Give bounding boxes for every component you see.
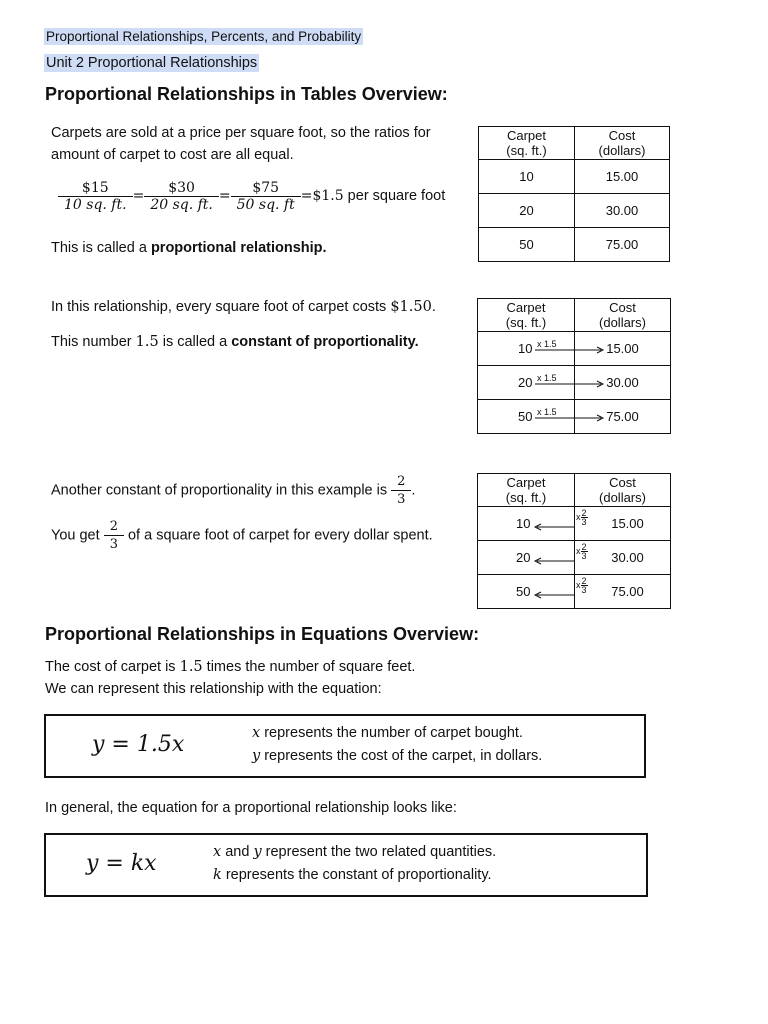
- carpet-cell: 20: [478, 366, 575, 400]
- cost-cell: 75.00: [575, 400, 671, 434]
- youget-num: 2: [104, 518, 124, 536]
- cost-cell: 30.00: [575, 541, 671, 575]
- youget-suffix: of a square foot of carpet for every dollar spent.: [123, 527, 433, 544]
- carpet-cell: 20: [479, 194, 575, 228]
- eq2-desc-line-1: x and y represent the two related quantities.: [213, 844, 497, 860]
- intro-paragraph: [51, 122, 431, 166]
- another-constant-line: [51, 473, 415, 508]
- number-bold: constant of proportionality.: [231, 334, 419, 350]
- equation-general: y = kx: [86, 851, 157, 876]
- cost-cell: 75.00: [575, 575, 671, 609]
- ratio-equation: [58, 180, 445, 213]
- breadcrumb-course-text: Proportional Relationships, Percents, and Probability: [46, 29, 362, 44]
- equation-box-general: [44, 833, 648, 897]
- ratio-fraction-1: [58, 180, 133, 213]
- ratio-fraction-3: [231, 180, 301, 213]
- backward-arrow-row-1: [535, 524, 574, 530]
- equation-box-specific: [44, 714, 646, 778]
- carpet-cell: 10: [479, 160, 575, 194]
- ratio-denominator-1: 10 sq. ft.: [64, 197, 127, 213]
- constant-line: [51, 331, 419, 353]
- every-suffix: .: [431, 299, 436, 315]
- inverse-multiplier-3: x $\frac{2}{3}$: [576, 576, 587, 595]
- youget-fraction: [104, 518, 124, 553]
- you-get-line: [51, 518, 433, 553]
- eq2-desc-line-2: k represents the constant of proportionality.: [213, 867, 492, 883]
- proportional-called-line: [51, 237, 327, 259]
- equals-sign-1: =: [132, 188, 145, 205]
- eq1-desc-line-2: y represents the cost of the carpet, in dollars.: [252, 748, 543, 764]
- cost-cell: 15.00: [575, 507, 671, 541]
- cost-cell: 75.00: [575, 228, 670, 262]
- ratio-result-value: =$1.5: [300, 188, 344, 205]
- intro-line-1: Carpets are sold at a price per square foot, so the ratios for: [51, 125, 431, 141]
- every-prefix: In this relationship, every square foot of carpet costs: [51, 299, 391, 315]
- backward-arrow-row-2: [535, 558, 574, 564]
- eq1-desc-line-1: x represents the number of carpet bought.: [252, 725, 523, 741]
- number-prefix: This number: [51, 334, 136, 350]
- equation-general-description: [213, 841, 496, 887]
- carpet-cost-table-1: [478, 126, 670, 262]
- equals-sign-2: =: [218, 188, 231, 205]
- header-carpet: Carpet (sq. ft.): [478, 299, 575, 332]
- another-prefix: Another constant of proportionality in this example is: [51, 482, 392, 499]
- cost-cell: 15.00: [575, 160, 670, 194]
- inverse-multiplier-1: x $\frac{2}{3}$: [576, 508, 587, 527]
- inverse-multiplier-2: x $\frac{2}{3}$: [576, 542, 587, 561]
- ratio-numerator-1: $15: [58, 180, 133, 197]
- ratio-denominator-3: 50 sq. ft: [236, 197, 295, 213]
- number-mid: is called a: [158, 334, 232, 350]
- another-suffix: .: [411, 482, 416, 499]
- header-cost: Cost (dollars): [575, 474, 671, 507]
- ratio-numerator-3: $75: [231, 180, 301, 197]
- cost-cell: 15.00: [575, 332, 671, 366]
- called-bold: proportional relationship.: [150, 240, 327, 256]
- cost-cell: 30.00: [575, 366, 671, 400]
- table-row: [479, 160, 670, 194]
- every-square-foot-line: [51, 296, 436, 318]
- equations-intro: [45, 656, 415, 700]
- section-title-tables: Proportional Relationships in Tables Overview:: [45, 84, 448, 104]
- carpet-cell: 50: [478, 400, 575, 434]
- two-thirds-den: 3: [397, 492, 406, 507]
- breadcrumb-unit-text: Unit 2 Proportional Relationships: [46, 55, 258, 71]
- multiplier-label-2: x 1.5: [537, 373, 557, 383]
- table-header-row: [479, 127, 670, 160]
- general-equation-line: In general, the equation for a proportional relationship looks like:: [45, 800, 457, 816]
- carpet-cell: 20: [478, 541, 575, 575]
- ratio-fraction-2: [144, 180, 219, 213]
- cost-cell: 30.00: [575, 194, 670, 228]
- equation-specific: y = 1.5x: [92, 732, 185, 757]
- equation-specific-description: [252, 722, 542, 768]
- header-cost: Cost (dollars): [575, 299, 671, 332]
- youget-prefix: You get: [51, 527, 104, 544]
- intro-line-2: amount of carpet to cost are all equal.: [51, 147, 294, 163]
- backward-arrows-overlay: [477, 473, 671, 613]
- multiplier-label-1: x 1.5: [537, 339, 557, 349]
- equations-intro-line-2: We can represent this relationship with the equation:: [45, 681, 382, 697]
- header-carpet: Carpet (sq. ft.): [478, 474, 575, 507]
- ratio-denominator-2: 20 sq. ft.: [150, 197, 213, 213]
- two-thirds-num: 2: [391, 473, 411, 491]
- forward-arrows-overlay: [477, 298, 671, 436]
- backward-arrow-row-3: [535, 592, 574, 598]
- equations-intro-line-1: The cost of carpet is 1.5 times the number of square feet.: [45, 659, 416, 675]
- multiplier-label-3: x 1.5: [537, 407, 557, 417]
- carpet-cell: 10: [478, 507, 575, 541]
- header-carpet: Carpet (sq. ft.): [479, 127, 575, 160]
- carpet-cell: 50: [478, 575, 575, 609]
- table-row: [479, 194, 670, 228]
- breadcrumb-course: [44, 29, 363, 44]
- header-cost: Cost (dollars): [575, 127, 670, 160]
- number-value: 1.5: [135, 334, 159, 350]
- every-value: $1.50: [390, 299, 432, 315]
- ratio-result-text: per square foot: [343, 188, 446, 205]
- table-row: [479, 228, 670, 262]
- called-prefix: This is called a: [51, 240, 151, 256]
- breadcrumb-unit: [44, 55, 259, 71]
- carpet-cell: 50: [479, 228, 575, 262]
- ratio-numerator-2: $30: [144, 180, 219, 197]
- youget-den: 3: [109, 537, 118, 552]
- two-thirds-fraction: [391, 473, 411, 508]
- section-title-equations: Proportional Relationships in Equations Overview:: [45, 624, 480, 644]
- carpet-cell: 10: [478, 332, 575, 366]
